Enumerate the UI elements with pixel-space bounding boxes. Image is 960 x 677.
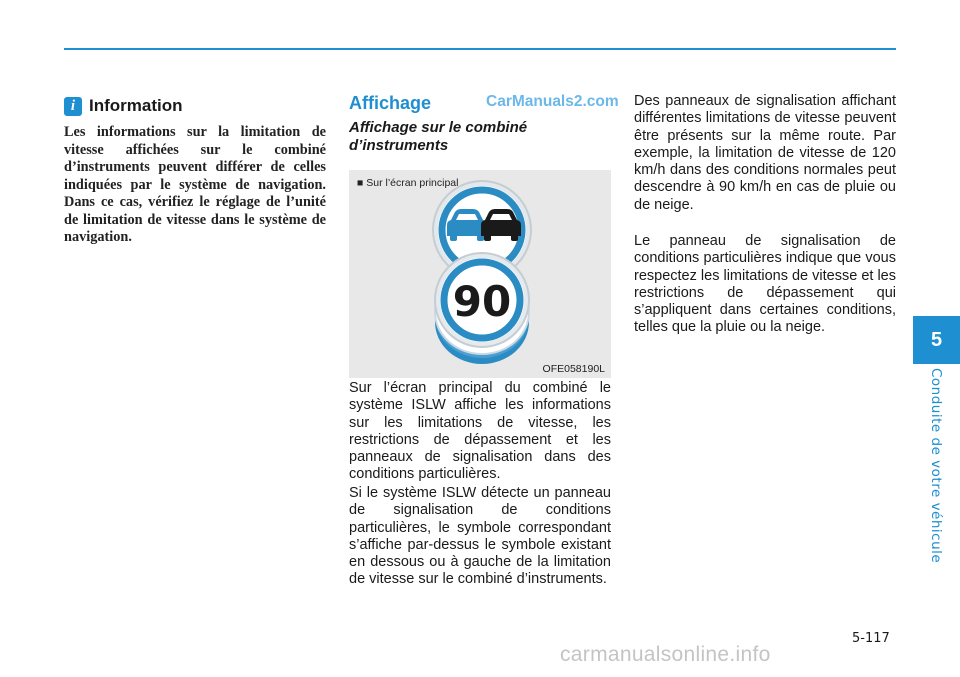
figure-illustration — [349, 170, 611, 378]
paragraph-2: Si le système ISLW détecte un panneau de signalisation de conditions particulières, le symbole correspondant s’affiche par-dessus le symbole existant en dessous ou à gauche de la limitation de vitesse sur le combiné d’instruments. — [349, 485, 611, 588]
chapter-label-text: Conduite de votre véhicule — [928, 368, 944, 564]
top-rule — [64, 48, 896, 50]
information-title: Information — [89, 96, 183, 115]
speed-value: 90 — [452, 277, 512, 326]
paragraph-4: Le panneau de signalisation de conditions particulières indique que vous respectez les limitations de vitesse et les restrictions de dépassement qui s’appliquent dans certaines conditions, telles que la pluie ou la neige. — [634, 233, 896, 336]
speed-limit-90-sign-icon — [435, 253, 529, 347]
cluster-figure — [349, 170, 611, 378]
figure-code: OFE058190L — [542, 363, 605, 375]
chapter-tab[interactable]: 5 — [913, 316, 960, 364]
footer-watermark[interactable]: carmanualsonline.info — [560, 643, 771, 666]
information-header — [64, 96, 183, 116]
page-number: 5-117 — [852, 631, 890, 646]
paragraph-1: Sur l’écran principal du combiné le système ISLW affiche les informations sur les limitations de vitesse, les restrictions de dépassement et les panneaux de signalisation dans des conditions particulières. — [349, 380, 611, 483]
carmanuals-watermark[interactable]: CarManuals2.com — [486, 93, 619, 110]
chapter-label — [924, 368, 946, 564]
paragraph-3: Des panneaux de signalisation affichant différentes limitations de vitesse peuvent être présents sur la même route. Par exemple, la limitation de vitesse de 120 km/h dans des conditions normales peut descendre à 90 km/h en cas de pluie ou de neige. — [634, 93, 896, 213]
information-body: Les informations sur la limitation de vitesse affichées sur le combiné d’instruments peuvent différer de celles indiquées par le système de navigation. Dans ce cas, vérifiez le réglage de l’unité de limitation de vitesse dans le système de navigation. — [64, 124, 326, 245]
section-title: Affichage — [349, 93, 432, 113]
info-icon: i — [64, 97, 82, 116]
figure-caption: ■ Sur l’écran principal — [357, 177, 459, 189]
section-subtitle: Affichage sur le combiné d’instruments — [349, 119, 528, 154]
